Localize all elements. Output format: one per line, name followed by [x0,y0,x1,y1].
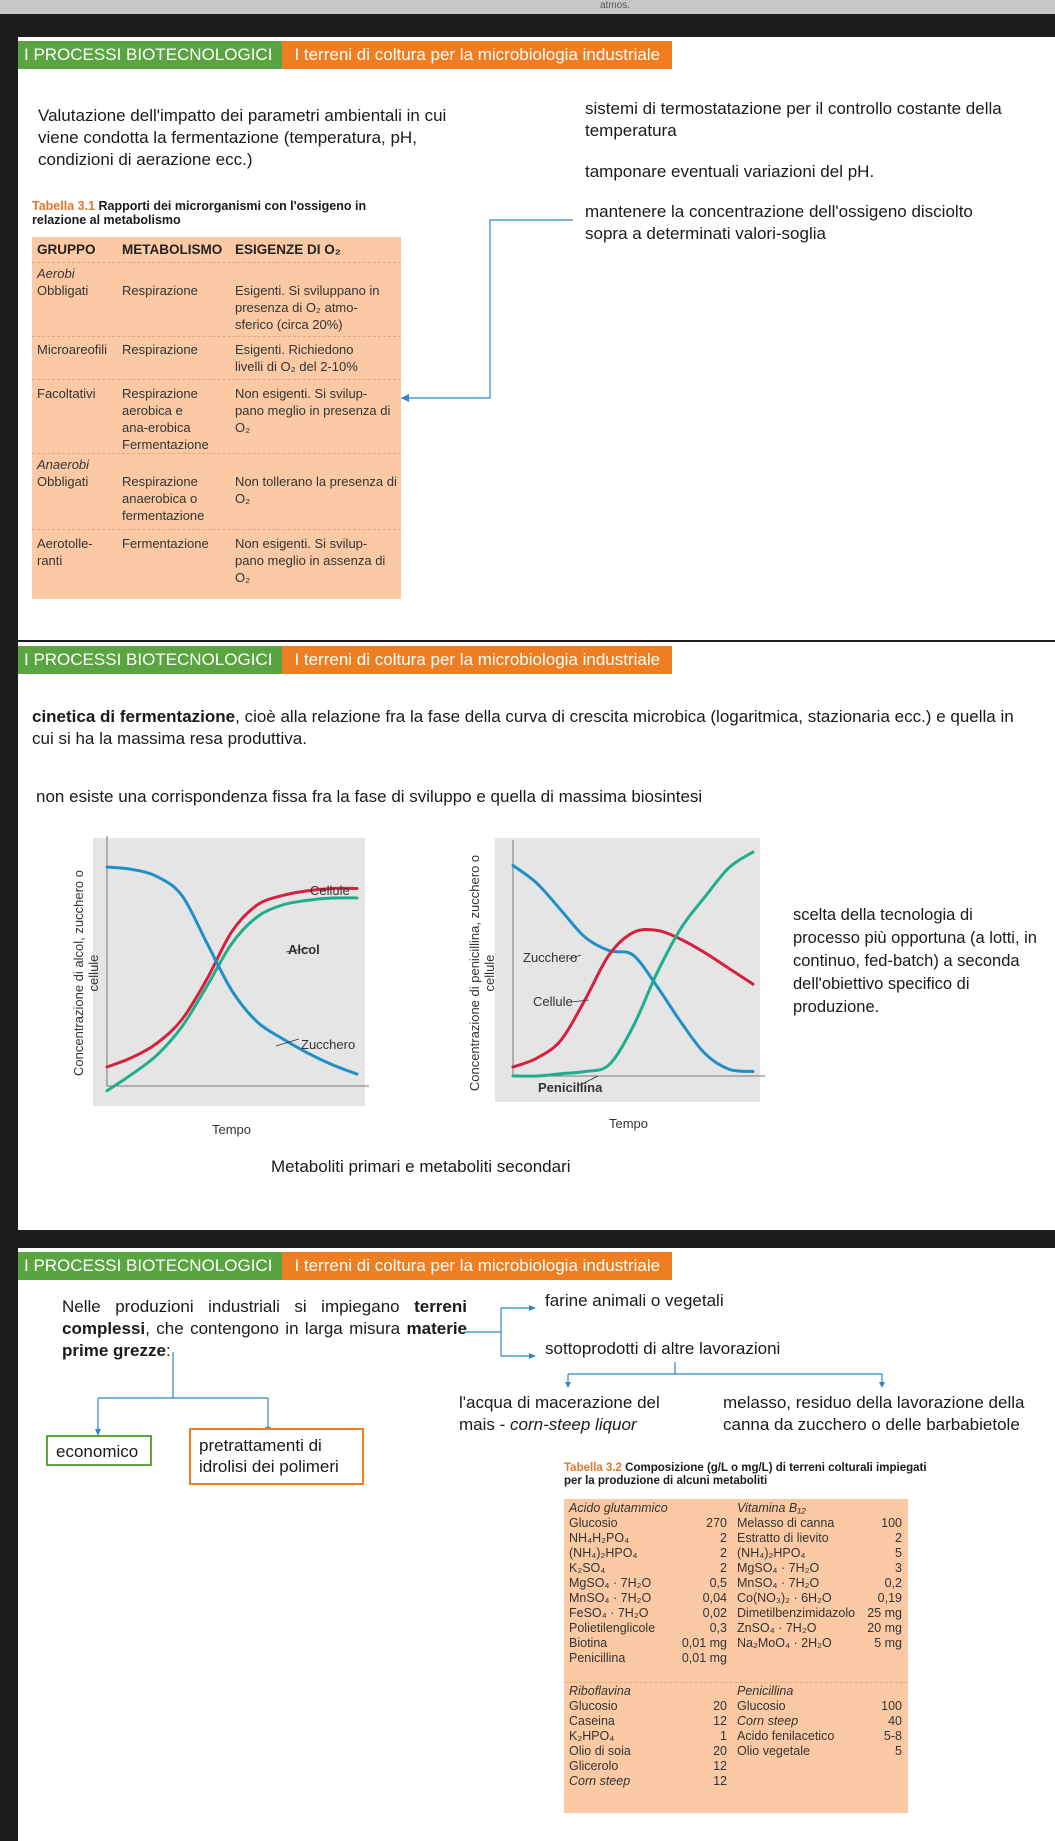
ingredient-value: 25 mg [867,1606,902,1620]
ingredient-value: 5 [895,1546,902,1560]
series-line-zucchero [513,865,753,1071]
table-row-2-esigenze: Esigenti. Richiedono livelli di O₂ del 2-10% [235,342,358,374]
ingredient-name: Biotina [569,1636,608,1650]
chart-1-ylabel [71,853,101,1093]
kinetics-rest: , cioè alla relazione fra la fase della curva di crescita microbica (logaritmica, stazionaria ecc.) e quella in cui si ha la massima resa produttiva. [32,707,1014,748]
table-3-2-caption: Composizione (g/L o mg/L) di terreni colturali impiegati per la produzione di alcuni metaboliti [564,1462,927,1487]
table-3-2-label: Tabella 3.2 [564,1462,622,1474]
box-economico: economico [46,1435,152,1466]
branch-connectors [18,1248,19,1249]
ingredient-name: MgSO₄ · 7H₂O [569,1576,652,1590]
ingredient-name: Olio di soia [569,1744,631,1758]
chart-1-xlabel: Tempo [212,1122,252,1137]
ingredient-name: K₂HPO₄ [569,1729,615,1743]
top-dark-bar [0,14,1055,37]
chart-2-label-cellule: Cellule [533,994,573,1009]
table-3-1 [32,237,401,599]
top-fragment-text: atmos. [600,0,631,11]
block-title: Acido glutammico [569,1501,668,1515]
ingredient-name: Glucosio [569,1699,618,1713]
ingredient-value: 1 [720,1729,727,1743]
col-header-esigenze: ESIGENZE DI O₂ [235,242,341,257]
header-topic: I terreni di coltura per la microbiologia industriale [282,41,672,69]
section-anaerobi: Anaerobi [37,457,90,472]
block-divider [564,1682,908,1683]
chart-1-label-alcol: Alcol [288,942,320,957]
ingredient-name: Olio vegetale [737,1744,810,1758]
intro-part-3: : [165,1341,171,1360]
table-3-2-title [564,1462,934,1488]
ingredient-value: 2 [720,1531,727,1545]
ingredient-value: 5 mg [874,1636,902,1650]
ingredient-value: 20 [713,1699,727,1713]
intro-bold-2: materie prime grezze [62,1319,467,1360]
kinetics-paragraph [32,706,1032,750]
corn-steep-text [459,1392,684,1436]
ingredient-name: Na₂MoO₄ · 2H₂O [737,1636,832,1650]
row-divider [32,379,401,380]
ingredient-name: Penicillina [569,1651,626,1665]
slide-header [18,41,672,69]
table-row-5-esigenze: Non esigenti. Si svilup-pano meglio in assenza di O₂ [235,536,386,585]
chart-1-label-cellule: Cellule [310,883,350,898]
slide-header [18,1252,672,1280]
chart-2-label-penicillina: Penicillina [538,1080,603,1095]
ingredient-value: 20 mg [867,1621,902,1635]
ingredient-name: Acido fenilacetico [737,1729,835,1743]
intro-part-1: Nelle produzioni industriali si impiegano [62,1297,415,1316]
ingredient-value: 0,19 [877,1591,902,1605]
ingredient-name: MnSO₄ · 7H₂O [737,1576,820,1590]
ingredient-value: 12 [713,1774,727,1788]
table-3-2 [564,1499,908,1813]
ingredient-value: 2 [895,1531,902,1545]
chart-2-ylabel-text: Concentrazione di penicillina, zucchero o cellule [467,854,497,1092]
ingredient-value: 2 [720,1546,727,1560]
table-row-3-gruppo: Facoltativi [37,386,96,401]
ingredient-name: Glicerolo [569,1759,619,1773]
ingredient-value: 270 [706,1516,727,1530]
table-row-1-gruppo: Obbligati [37,283,89,298]
ingredient-value: 0,5 [709,1576,727,1590]
kinetics-term: cinetica di fermentazione [32,707,236,726]
chart-2-xlabel: Tempo [609,1116,649,1131]
ingredient-value: 0,3 [709,1621,727,1635]
header-section: I PROCESSI BIOTECNOLOGICI [18,1252,282,1280]
table-row-2-gruppo: Microareofili [37,342,108,357]
ingredient-name: Polietilenglicole [569,1621,656,1635]
table-3-1-title [32,199,372,227]
complex-media-intro [62,1296,467,1362]
ingredient-name: Melasso di canna [737,1516,835,1530]
ingredient-value: 5-8 [883,1729,902,1743]
slide-separator [0,1230,1055,1250]
ingredient-value: 20 [713,1744,727,1758]
table-row-4-gruppo: Obbligati [37,474,89,489]
ingredient-name: MgSO₄ · 7H₂O [737,1561,820,1575]
row-divider [32,529,401,530]
block-title: Riboflavina [569,1684,631,1698]
ingredient-name: Glucosio [569,1516,618,1530]
ingredient-value: 100 [881,1699,902,1713]
ingredient-name: (NH₄)₂HPO₄ [569,1546,638,1560]
header-section: I PROCESSI BIOTECNOLOGICI [18,41,282,69]
branch-flours: farine animali o vegetali [545,1291,724,1310]
row-divider [32,453,401,454]
chart-1-ylabel-text: Concentrazione di alcol, zucchero o cellule [71,870,101,1076]
ingredient-value: 0,02 [702,1606,727,1620]
ingredient-name: Co(NO₃)₂ · 6H₂O [737,1591,832,1605]
ingredient-value: 12 [713,1759,727,1773]
block-title: Penicillina [737,1684,794,1698]
ingredient-name: (NH₄)₂HPO₄ [737,1546,806,1560]
table-row-2-metabolismo: Respirazione [122,342,198,357]
left-gutter [0,37,18,1841]
table-3-1-label: Tabella 3.1 [32,199,95,213]
ingredient-name: Corn steep [737,1714,799,1728]
table-row-3-metabolismo: Respirazione aerobica e ana-erobica Fermentazione [122,386,209,452]
ingredient-name: K₂SO₄ [569,1561,606,1575]
slide-1 [18,37,1055,640]
ingredient-value: 3 [895,1561,902,1575]
corn-steep-term: corn-steep liquor [510,1415,637,1434]
ingredient-value: 5 [895,1744,902,1758]
temperature-note: sistemi di termostatazione per il controllo costante della temperatura [585,99,1002,140]
phase-statement: non esiste una corrispondenza fissa fra la fase di sviluppo e quella di massima biosintesi [36,787,703,806]
chart-2-ylabel [467,843,497,1103]
ingredient-value: 0,2 [884,1576,902,1590]
slide-3 [18,1248,1055,1835]
header-topic: I terreni di coltura per la microbiologia industriale [282,646,672,674]
table-row-5-metabolismo: Fermentazione [122,536,209,551]
header-divider [32,262,401,263]
oxygen-note: mantenere la concentrazione dell'ossigeno disciolto sopra a determinati valori-soglia [585,202,973,243]
row-divider [32,336,401,337]
chart-caption: Metaboliti primari e metaboliti secondari [271,1157,571,1176]
intro-bold-1: terreni complessi [62,1297,467,1338]
ingredient-value: 0,04 [702,1591,727,1605]
col-header-metabolismo: METABOLISMO [122,242,223,257]
branch-byproducts: sottoprodotti di altre lavorazioni [545,1339,781,1358]
ingredient-name: Dimetilbenzimidazolo [737,1606,856,1620]
intro-text: Valutazione dell'impatto dei parametri ambientali in cui viene condotta la fermentazione (temperatura, pH, condizioni di aerazione ecc.) [38,106,447,169]
molasses-text: melasso, residuo della lavorazione della canna da zucchero o delle barbabietole [723,1393,1025,1434]
ingredient-value: 0,01 mg [681,1636,727,1650]
ingredient-name: NH₄H₂PO₄ [569,1531,630,1545]
table-row-1-esigenze: Esigenti. Si sviluppano in presenza di O₂ atmo-sferico (circa 20%) [235,283,380,332]
ingredient-name: Estratto di lievito [737,1531,829,1545]
ingredient-name: Glucosio [737,1699,786,1713]
table-row-5-gruppo: Aerotolle-ranti [37,536,93,568]
table-3-1-caption: Rapporti dei microrganismi con l'ossigeno in relazione al metabolismo [32,199,367,227]
table-row-4-esigenze: Non tollerano la presenza di O₂ [235,474,397,506]
intro-part-2: , che contengono in larga misura [145,1319,407,1338]
col-header-gruppo: GRUPPO [37,242,96,257]
ingredient-value: 2 [720,1561,727,1575]
slide-2 [18,642,1055,1230]
header-section: I PROCESSI BIOTECNOLOGICI [18,646,282,674]
chart-1-label-zucchero: Zucchero [301,1037,356,1052]
ingredient-name: ZnSO₄ · 7H₂O [737,1621,817,1635]
section-aerobi: Aerobi [37,266,75,281]
corn-steep-main: l'acqua di macerazione del mais - [459,1393,660,1434]
ingredient-value: 100 [881,1516,902,1530]
block-title: Vitamina B₁₂ [737,1501,806,1515]
leader-cellule [571,1000,589,1002]
table-row-4-metabolismo: Respirazione anaerobica o fermentazione [122,474,205,523]
header-topic: I terreni di coltura per la microbiologia industriale [282,1252,672,1280]
slide-header [18,646,672,674]
box-pretrattamenti: pretrattamenti di idrolisi dei polimeri [189,1428,364,1485]
ingredient-name: Caseina [569,1714,615,1728]
chart-2-label-zucchero: Zucchero [523,950,578,965]
ingredient-value: 12 [713,1714,727,1728]
ingredient-name: MnSO₄ · 7H₂O [569,1591,652,1605]
table-row-3-esigenze: Non esigenti. Si svilup-pano meglio in presenza di O₂ [235,386,391,435]
ingredient-value: 40 [888,1714,902,1728]
technology-note: scelta della tecnologia di processo più opportuna (a lotti, in continuo, fed-batch) a seconda dell'obiettivo specifico di produzione. [793,906,1037,1016]
series-line-alcol [107,898,357,1091]
oxygen-arrow [18,37,19,38]
ingredient-name: Corn steep [569,1774,631,1788]
ingredient-value: 0,01 mg [681,1651,727,1665]
ph-note: tamponare eventuali variazioni del pH. [585,162,875,181]
table-row-1-metabolismo: Respirazione [122,283,198,298]
ingredient-name: FeSO₄ · 7H₂O [569,1606,649,1620]
